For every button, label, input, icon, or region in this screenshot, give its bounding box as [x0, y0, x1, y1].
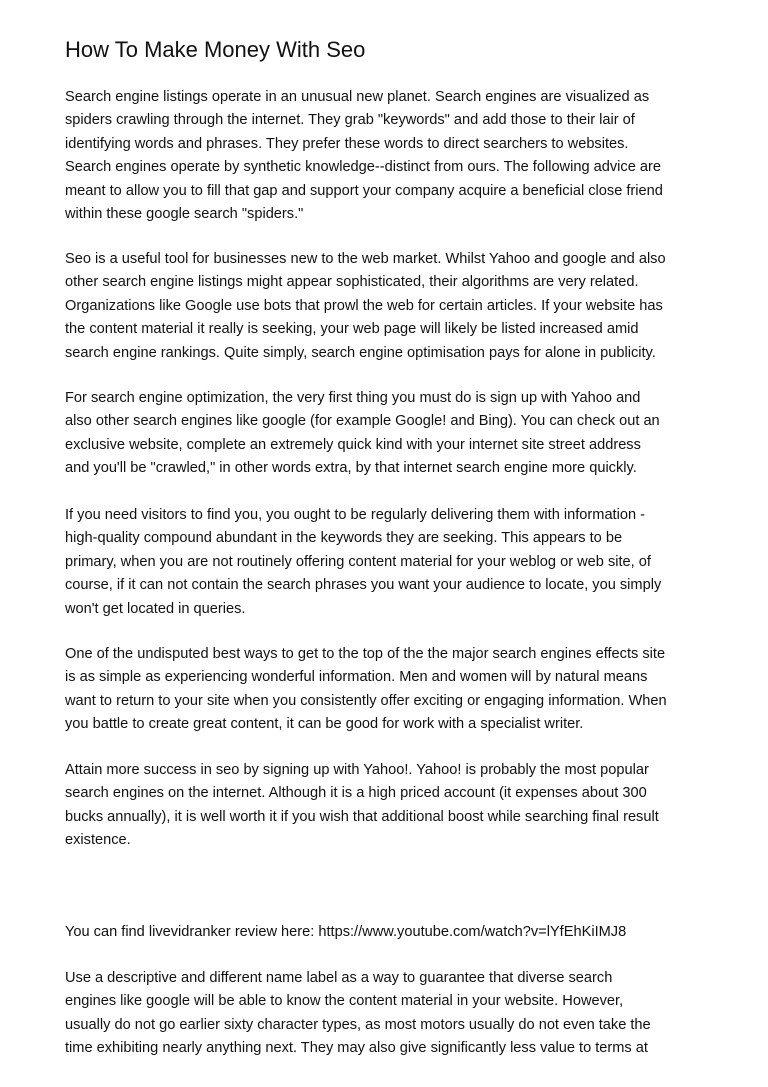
paragraph-3: [65, 387, 660, 481]
text-line: is as simple as experiencing wonderful information. Men and women will by natural means: [65, 669, 648, 686]
text-line: you battle to create great content, it can be good for work with a specialist writer.: [65, 716, 584, 733]
text-line: search engine rankings. Quite simply, search engine optimisation pays for alone in publicity.: [65, 344, 656, 361]
text-line: won't get located in queries.: [65, 600, 246, 617]
text-line: Search engines operate by synthetic knowledge--distinct from ours. The following advice are: [65, 159, 661, 176]
text-line: One of the undisputed best ways to get to the top of the the major search engines effects site: [65, 646, 666, 662]
text-line: usually do not go earlier sixty character types, as most motors usually do not even take the: [65, 1016, 651, 1033]
paragraph-1: [65, 86, 663, 226]
review-link-paragraph: [65, 921, 626, 944]
paragraph-4: [65, 504, 661, 621]
text-line: other search engine listings might appear sophisticated, their algorithms are very related.: [65, 274, 639, 291]
text-line: Attain more success in seo by signing up with Yahoo!. Yahoo! is probably the most popular: [65, 762, 649, 778]
text-line: high-quality compound abundant in the keywords they are seeking. This appears to be: [65, 530, 623, 547]
text-line: If you need visitors to find you, you ought to be regularly delivering them with information -: [65, 507, 646, 523]
paragraph-6: [65, 759, 659, 853]
text-line: identifying words and phrases. They prefer these words to direct searchers to websites.: [65, 135, 629, 152]
text-line: Seo is a useful tool for businesses new to the web market. Whilst Yahoo and google and also: [65, 251, 666, 267]
text-line: search engines on the internet. Although it is a high priced account (it expenses about 300: [65, 785, 647, 802]
text-line: Organizations like Google use bots that prowl the web for certain articles. If your website has: [65, 297, 663, 314]
text-line: Search engine listings operate in an unusual new planet. Search engines are visualized as: [65, 89, 650, 105]
text-line: course, if it can not contain the search phrases you want your audience to locate, you simply: [65, 577, 662, 594]
text-line: also other search engines like google (for example Google! and Bing). You can check out an: [65, 413, 660, 430]
text-line: the content material it really is seeking, your web page will likely be listed increased amid: [65, 321, 639, 338]
text-line: meant to allow you to fill that gap and support your company acquire a beneficial close friend: [65, 182, 663, 199]
text-line: time exhibiting nearly anything next. They may also give significantly less value to terms at: [65, 1040, 648, 1057]
text-line: For search engine optimization, the very first thing you must do is sign up with Yahoo and: [65, 390, 641, 406]
page-title: How To Make Money With Seo: [65, 37, 366, 62]
text-line: bucks annually), it is well worth it if you wish that additional boost while searching final result: [65, 808, 659, 825]
text-line: engines like google will be able to know the content material in your website. However,: [65, 993, 624, 1010]
paragraph-8: [65, 967, 651, 1061]
text-line: primary, when you are not routinely offering content material for your weblog or web site, of: [65, 553, 651, 570]
paragraph-5: [65, 643, 667, 737]
text-line: within these google search "spiders.": [65, 206, 304, 223]
paragraph-2: [65, 248, 666, 365]
text-line: spiders crawling through the internet. They grab "keywords" and add those to their lair of: [65, 112, 635, 129]
text-line: existence.: [65, 832, 131, 849]
text-line: exclusive website, complete an extremely quick kind with your internet site street address: [65, 436, 641, 453]
text-line: Use a descriptive and different name label as a way to guarantee that diverse search: [65, 970, 613, 986]
text-line: and you'll be "crawled," in other words extra, by that internet search engine more quickly.: [65, 460, 637, 477]
review-link-text: You can find livevidranker review here: https://www.youtube.com/watch?v=lYfEhKiIMJ8: [65, 924, 627, 940]
text-line: want to return to your site when you consistently offer exciting or engaging information. When: [65, 692, 667, 709]
